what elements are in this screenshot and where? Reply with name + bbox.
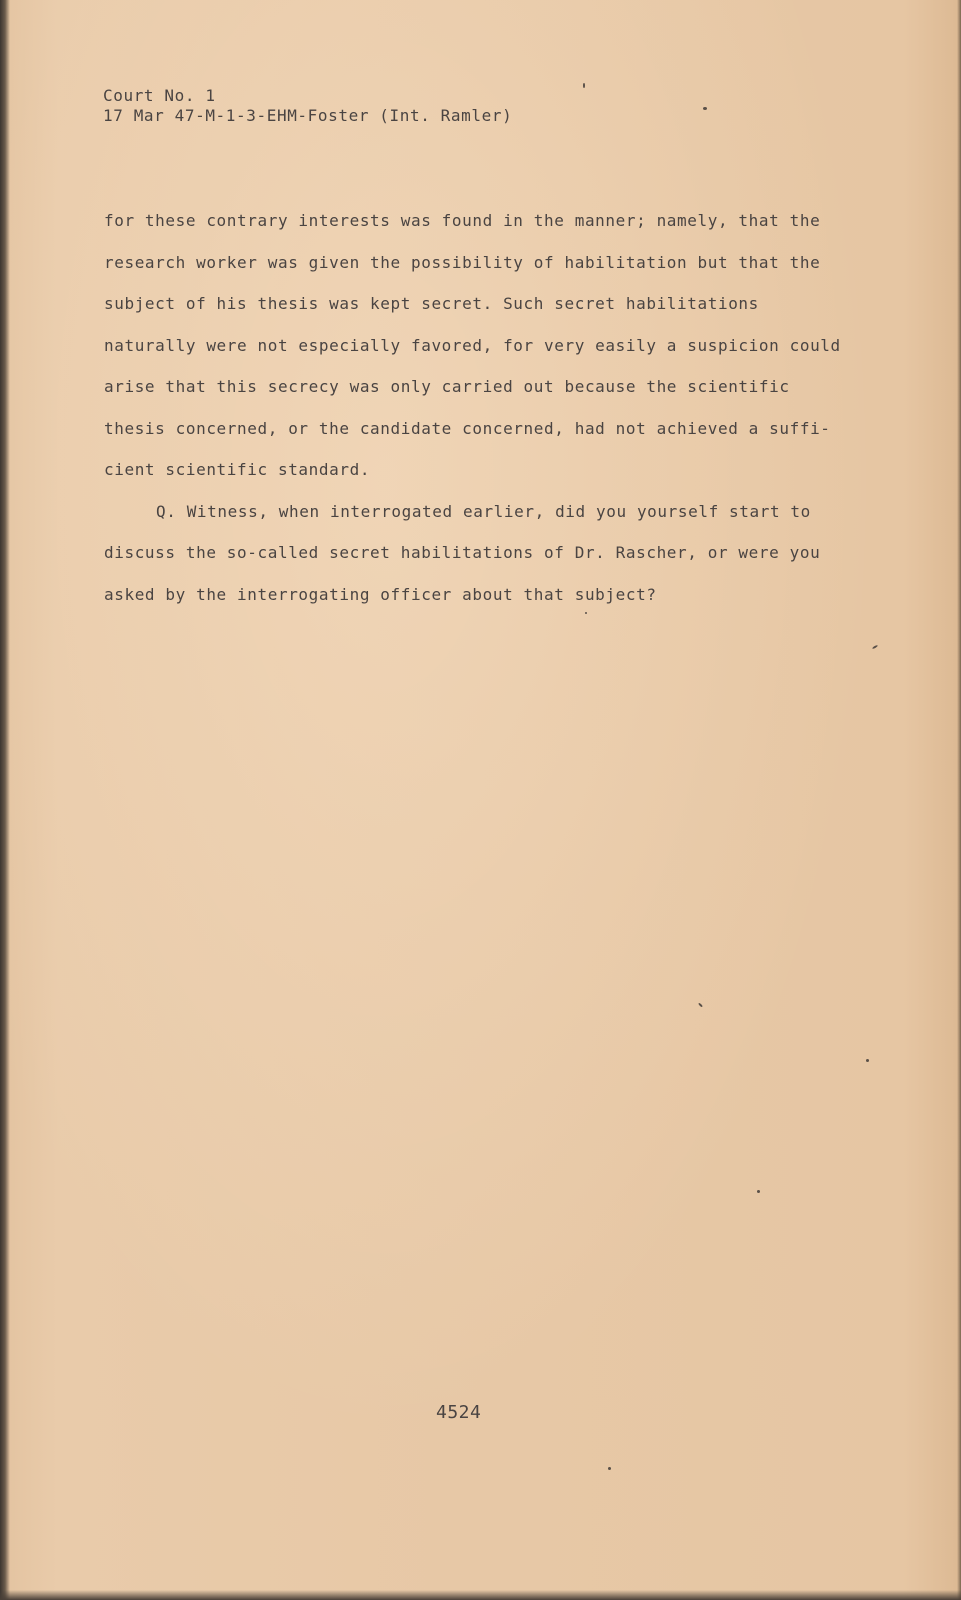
court-label: Court No. 1 — [103, 86, 216, 105]
page-edge-shadow-right — [957, 0, 961, 1600]
page-edge-shadow-left — [0, 0, 10, 1600]
paper-speck — [585, 612, 587, 614]
body-line-3: subject of his thesis was kept secret. Such secret habilitations — [104, 294, 759, 313]
paper-speck — [583, 83, 585, 88]
session-reference: 17 Mar 47-M-1-3-EHM-Foster (Int. Ramler) — [103, 106, 513, 125]
paper-speck — [703, 107, 707, 110]
question-line-2: discuss the so-called secret habilitations of Dr. Rascher, or were you — [104, 543, 821, 562]
paper-speck — [757, 1190, 760, 1193]
body-line-2: research worker was given the possibility of habilitation but that the — [104, 252, 821, 272]
body-line-1: for these contrary interests was found in the manner; namely, that the — [104, 211, 821, 230]
paper-speck — [866, 1059, 869, 1062]
paper-speck — [872, 645, 878, 650]
body-line-5: arise that this secrecy was only carried out because the scientific — [104, 377, 790, 396]
body-line-4: naturally were not especially favored, for very easily a suspicion could — [104, 335, 841, 355]
transcript-body — [104, 200, 841, 615]
question-line-3: asked by the interrogating officer about that subject? — [104, 584, 657, 604]
paper-speck — [608, 1467, 611, 1470]
page-number: 4524 — [436, 1402, 482, 1423]
body-line-7: cient scientific standard. — [104, 460, 371, 479]
page-edge-shadow-bottom — [0, 1590, 961, 1600]
paper-speck — [698, 1003, 703, 1008]
document-header — [103, 86, 512, 126]
body-line-6: thesis concerned, or the candidate concerned, had not achieved a suffi- — [104, 418, 831, 438]
question-line-1: Q. Witness, when interrogated earlier, did you yourself start to — [156, 501, 811, 521]
